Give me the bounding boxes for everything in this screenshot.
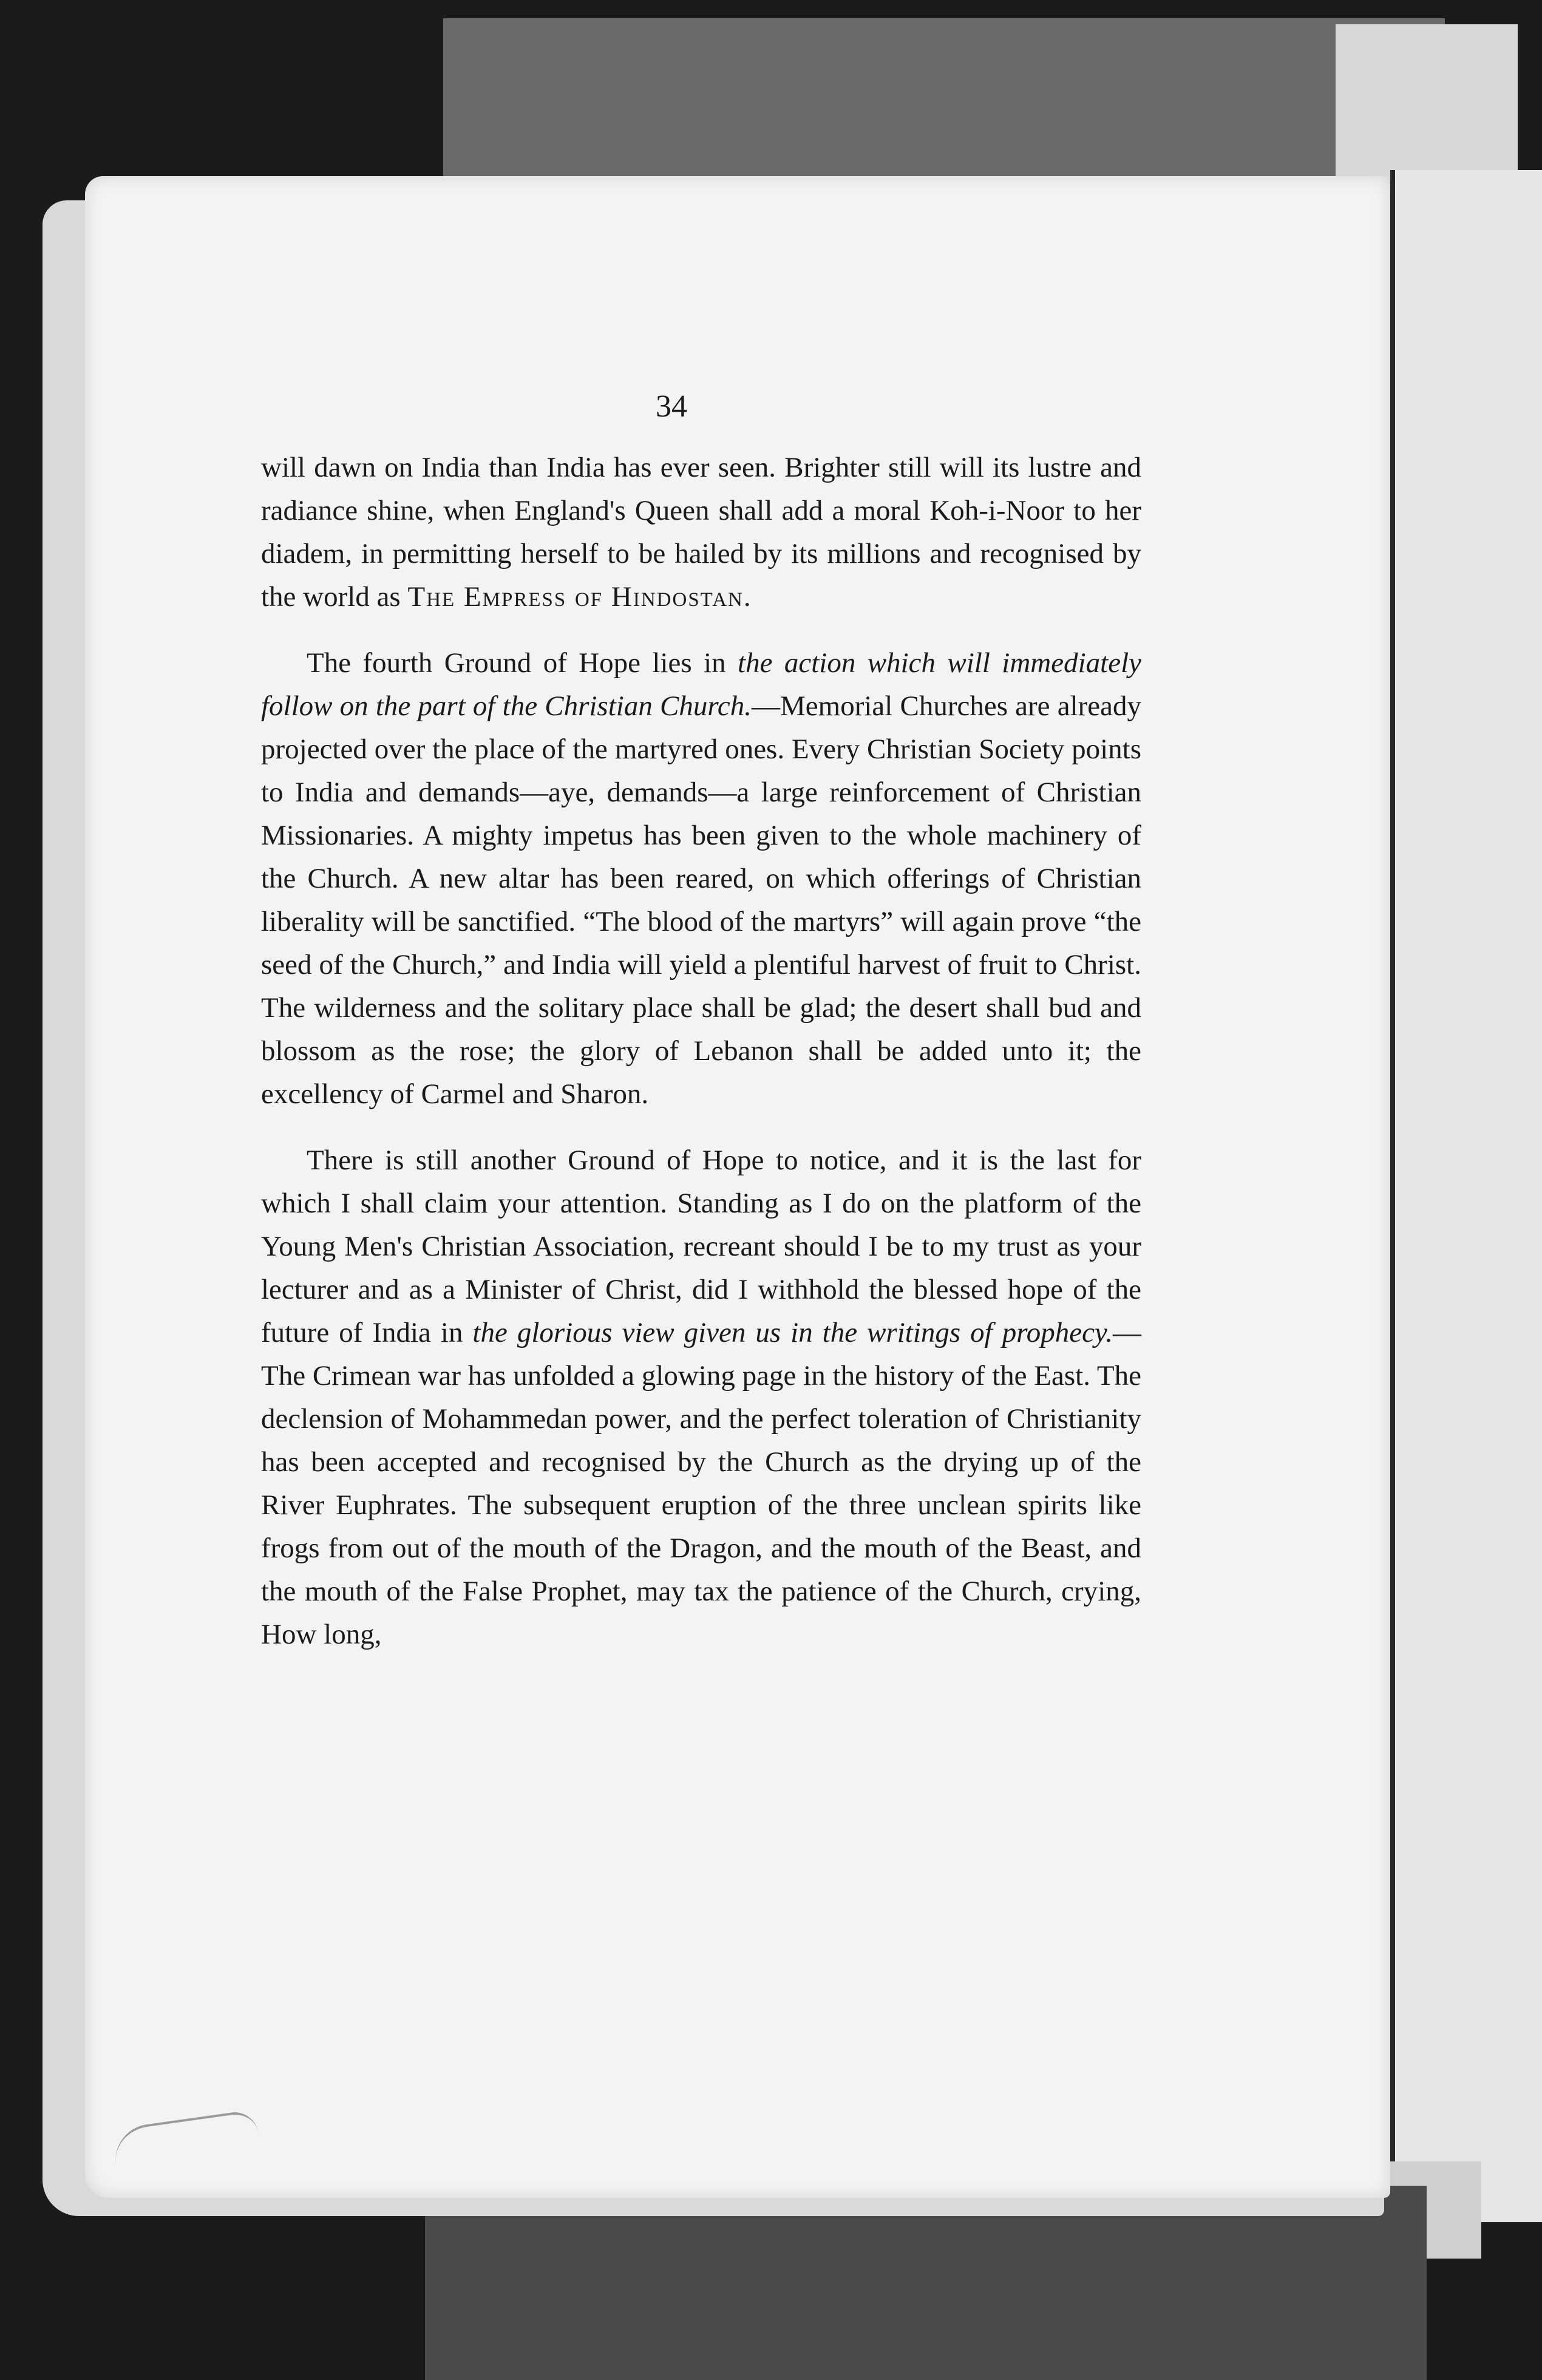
paragraph-3 [261,1139,1141,1656]
paragraph-2-lead: The fourth Ground of Hope lies in [307,647,738,679]
paragraph-1 [261,446,1141,619]
paragraph-3-body: —The Crimean war has unfolded a glowing page in the history of the East. The declension of Mohammedan power, and the perfect toleration of Christianity has been accepted and recognised by the Church as the drying up of the River Euphrates. The subsequent eruption of the three unclean spirits like frogs from out of the mouth of the Dragon, and the mouth of the Beast, and the mouth of the False Prophet, may tax the patience of the Church, crying, How long, [261,1317,1141,1650]
paragraph-2-body: —Memorial Churches are already projected over the place of the martyred ones. Every Christian Society points to India and demands—aye, demands—a large reinforcement of Christian Missionaries. A mighty impetus has been given to the whole machinery of the Church. A new altar has been reared, on which offerings of Christian liberality will be sanctified. “The blood of the martyrs” will again prove “the seed of the Church,” and India will yield a plentiful harvest of fruit to Christ. The wilderness and the solitary place shall be glad; the desert shall bud and blossom as the rose; the glory of Lebanon shall be added unto it; the excellency of Carmel and Sharon. [261,690,1141,1110]
adjacent-page-top [1336,24,1518,182]
adjacent-page-edge [1390,170,1542,2222]
paragraph-3-italic: the glorious view given us in the writings of prophecy. [472,1317,1113,1348]
paragraph-2 [261,642,1141,1116]
paragraph-3-lead: There is still another Ground of Hope to notice, and it is the last for which I shall claim your attention. Standing as I do on the platform of the Young Men's Christian Association, recreant should I be to my trust as your lecturer and as a Minister of Christ, did I withhold the blessed hope of the future of India in [261,1144,1141,1348]
scan-background-top [443,18,1445,182]
paragraph-2-italic: the action which will immediately follow on the part of the Christian Church. [261,647,1141,722]
body-text [261,446,1141,1656]
paragraph-1-title: The Empress of Hindostan. [407,581,752,613]
page-number: 34 [656,389,687,424]
paragraph-1-text: will dawn on India than India has ever seen. Brighter still will its lustre and radiance shine, when England's Queen shall add a moral Koh-i-Noor to her diadem, in permitting herself to be hailed by its millions and recognised by the world as [261,452,1141,613]
